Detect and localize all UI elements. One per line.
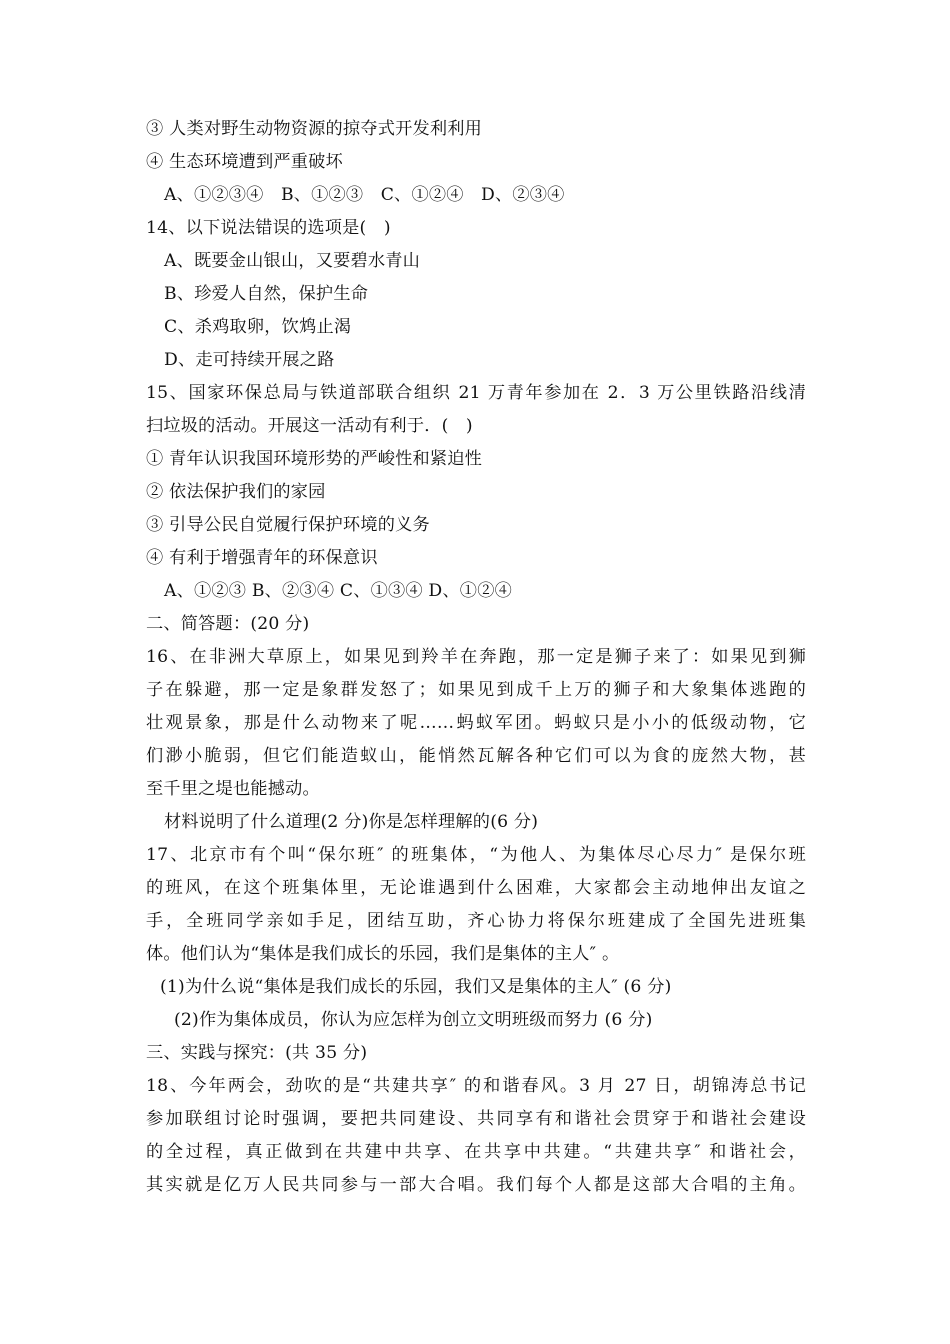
question-17-sub-1: (1)为什么说“集体是我们成长的乐园，我们又是集体的主人″ (6 分) [160,977,672,997]
q14-option-c: C、杀鸡取卵，饮鸩止渴 [164,317,352,337]
q15-item-4: ④ 有利于增强青年的环保意识 [146,548,378,568]
q14-option-b: B、珍爱人自然，保护生命 [164,284,369,304]
q15-options: A、①②③ B、②③④ C、①③④ D、①②④ [164,581,512,601]
question-15: 15、国家环保总局与铁道部联合组织 21 万青年参加在 2．3 万公里铁路沿线清 [146,383,806,403]
list-item-3: ③ 人类对野生动物资源的掠夺式开发利利用 [146,119,483,139]
question-16: 16、在非洲大草原上，如果见到羚羊在奔跑，那一定是狮子来了：如果见到狮 [146,647,806,667]
question-15-cont: 扫垃圾的活动。开展这一活动有利于．( ) [146,416,473,436]
q13-options: A、①②③④ B、①②③ C、①②④ D、②③④ [164,185,565,205]
question-17-line-4: 体。他们认为“集体是我们成长的乐园，我们是集体的主人″ 。 [146,944,620,964]
question-16-line-5: 至千里之堤也能撼动。 [146,779,320,799]
q14-option-a: A、既要金山银山，又要碧水青山 [164,251,421,271]
question-17-line-2: 的班风，在这个班集体里，无论谁遇到什么困难，大家都会主动地伸出友谊之 [146,878,806,898]
question-18-line-4: 其实就是亿万人民共同参与一部大合唱。我们每个人都是这部大合唱的主角。 [146,1175,806,1195]
q15-item-1: ① 青年认识我国环境形势的严峻性和紧迫性 [146,449,483,469]
question-16-line-4: 们渺小脆弱，但它们能造蚁山，能悄然瓦解各种它们可以为食的庞然大物，甚 [146,746,806,766]
q15-item-2: ② 依法保护我们的家园 [146,482,326,502]
document-body [146,113,806,1202]
q14-option-d: D、走可持续开展之路 [164,350,335,370]
section-3-heading: 三、实践与探究：(共 35 分) [146,1043,368,1063]
question-14: 14、以下说法错误的选项是( ) [146,218,391,238]
question-17-sub-2: (2)作为集体成员，你认为应怎样为创立文明班级而努力 (6 分) [174,1010,653,1030]
question-18-line-3: 的全过程，真正做到在共建中共享、在共享中共建。“共建共享″ 和谐社会， [146,1142,806,1162]
question-17-line-3: 手，全班同学亲如手足，团结互助，齐心协力将保尔班建成了全国先进班集 [146,911,806,931]
question-18: 18、今年两会，劲吹的是“共建共享″ 的和谐春风。3 月 27 日，胡锦涛总书记 [146,1076,806,1096]
question-16-line-3: 壮观景象，那是什么动物来了呢……蚂蚁军团。蚂蚁只是小小的低级动物，它 [146,713,806,733]
q15-item-3: ③ 引导公民自觉履行保护环境的义务 [146,515,430,535]
list-item-4: ④ 生态环境遭到严重破坏 [146,152,343,172]
question-18-line-2: 参加联组讨论时强调，要把共同建设、共同享有和谐社会贯穿于和谐社会建设 [146,1109,806,1129]
section-2-heading: 二、简答题：(20 分) [146,614,310,634]
question-16-prompt: 材料说明了什么道理(2 分)你是怎样理解的(6 分) [164,812,539,832]
question-17: 17、北京市有个叫“保尔班″ 的班集体，“为他人、为集体尽心尽力″ 是保尔班 [146,845,806,865]
question-16-line-2: 子在躲避，那一定是象群发怒了；如果见到成千上万的狮子和大象集体逃跑的 [146,680,806,700]
